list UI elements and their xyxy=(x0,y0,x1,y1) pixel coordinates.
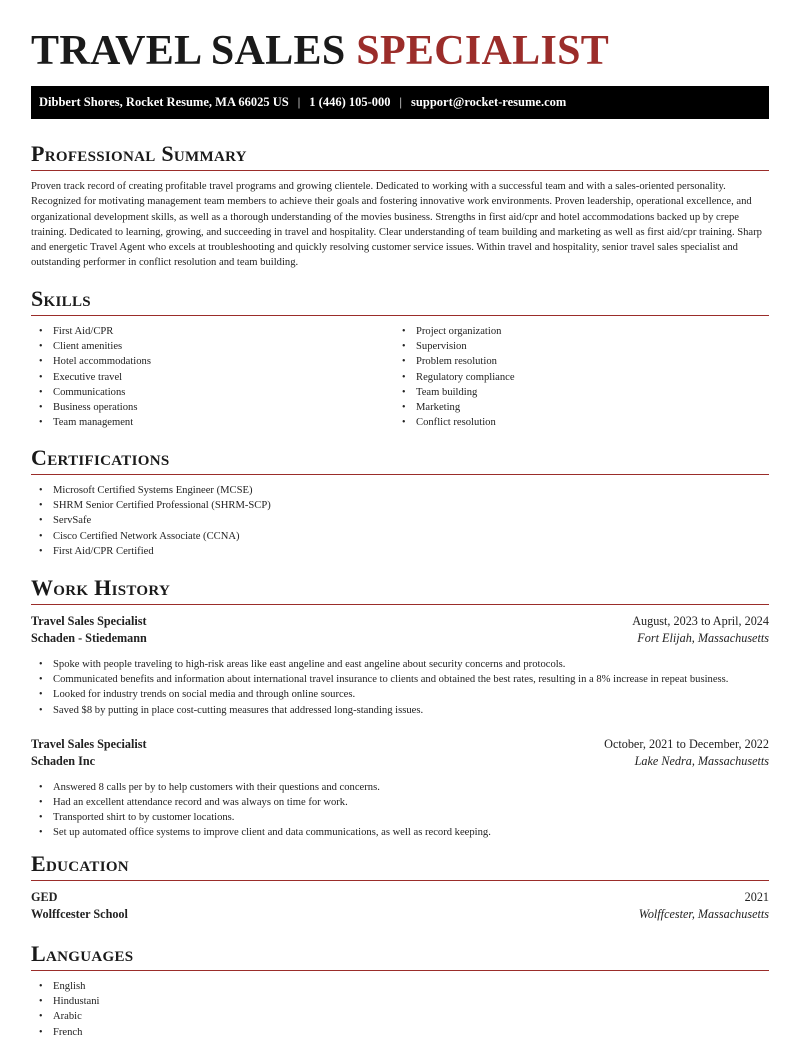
skill-item: • Regulatory compliance xyxy=(394,370,757,385)
skill-item: • Team management xyxy=(31,415,394,430)
contact-bar xyxy=(31,86,769,119)
certification-item: • Cisco Certified Network Associate (CCNA) xyxy=(31,529,769,544)
certification-item: • ServSafe xyxy=(31,513,769,528)
job-location: Fort Elijah, Massachusetts xyxy=(637,631,769,645)
section-divider xyxy=(31,315,769,316)
work-history-section xyxy=(31,575,769,841)
job-bullets xyxy=(31,780,769,841)
contact-phone: 1 (446) 105-000 xyxy=(309,95,391,109)
job-title: Travel Sales Specialist xyxy=(31,736,147,751)
contact-address: Dibbert Shores, Rocket Resume, MA 66025 US xyxy=(39,95,289,109)
job-bullet: • Saved $8 by putting in place cost-cutting measures that addressed long-standing issues. xyxy=(31,703,769,718)
job-company-row xyxy=(31,630,769,647)
job-company: Schaden - Stiedemann xyxy=(31,631,147,645)
section-divider xyxy=(31,604,769,605)
skills-list-right xyxy=(394,324,757,430)
contact-separator: | xyxy=(399,95,403,109)
job-entry xyxy=(31,613,769,718)
language-item: • French xyxy=(31,1025,769,1040)
skill-item: • Business operations xyxy=(31,400,394,415)
education-year: 2021 xyxy=(744,890,769,904)
job-dates: August, 2023 to April, 2024 xyxy=(632,614,769,628)
language-item: • English xyxy=(31,979,769,994)
job-bullet: • Transported shirt to by customer locations. xyxy=(31,810,769,825)
skill-item: • Project organization xyxy=(394,324,757,339)
summary-heading: Professional Summary xyxy=(31,141,247,166)
skill-item: • Executive travel xyxy=(31,370,394,385)
certifications-list xyxy=(31,483,769,559)
certifications-section xyxy=(31,445,769,559)
job-bullet: • Communicated benefits and information about international travel insurance to clients and obtained the best rates, resulting in a 8% increase in repeat business. xyxy=(31,672,769,687)
languages-list xyxy=(31,979,769,1040)
section-divider xyxy=(31,474,769,475)
section-divider xyxy=(31,170,769,171)
education-degree: GED xyxy=(31,890,58,904)
skill-item: • Problem resolution xyxy=(394,354,757,369)
skill-item: • Client amenities xyxy=(31,339,394,354)
certifications-heading: Certifications xyxy=(31,445,170,470)
skill-item: • Supervision xyxy=(394,339,757,354)
job-bullet: • Spoke with people traveling to high-risk areas like east angeline and east angeline about security concerns and protocols. xyxy=(31,657,769,672)
job-header-row xyxy=(31,736,769,753)
contact-email[interactable]: support@rocket-resume.com xyxy=(411,95,567,109)
resume-title xyxy=(31,0,769,74)
languages-section xyxy=(31,941,769,1040)
title-accent: SPECIALIST xyxy=(356,28,610,74)
skill-item: • Conflict resolution xyxy=(394,415,757,430)
language-item: • Arabic xyxy=(31,1009,769,1024)
job-bullet: • Answered 8 calls per by to help customers with their questions and concerns. xyxy=(31,780,769,795)
certification-item: • First Aid/CPR Certified xyxy=(31,544,769,559)
title-main: TRAVEL SALES xyxy=(31,28,346,74)
section-divider xyxy=(31,970,769,971)
job-company-row xyxy=(31,753,769,770)
education-entry xyxy=(31,889,769,923)
job-company: Schaden Inc xyxy=(31,753,96,768)
certification-item: • SHRM Senior Certified Professional (SHRM-SCP) xyxy=(31,498,769,513)
contact-separator: | xyxy=(297,95,301,109)
education-section xyxy=(31,851,769,923)
job-dates: October, 2021 to December, 2022 xyxy=(604,736,769,751)
job-bullet: • Set up automated office systems to improve client and data communications, as well as record keeping. xyxy=(31,825,769,840)
job-location: Lake Nedra, Massachusetts xyxy=(634,753,769,768)
job-bullet: • Looked for industry trends on social media and through online sources. xyxy=(31,687,769,702)
job-entry xyxy=(31,736,769,841)
education-school: Wolffcester School xyxy=(31,907,128,921)
skill-item: • First Aid/CPR xyxy=(31,324,394,339)
education-degree-row xyxy=(31,889,769,906)
education-location: Wolffcester, Massachusetts xyxy=(638,907,769,921)
certification-item: • Microsoft Certified Systems Engineer (MCSE) xyxy=(31,483,769,498)
language-item: • Hindustani xyxy=(31,994,769,1009)
summary-text: Proven track record of creating profitable travel programs and growing clientele. Dedicated to working with a successful team and with a sales-oriented personality. Recognized for motivating management team members to achieve their goals and fostering innovative work environments. Proven leadership, operational excellence, and organizational development skills, as well as a thorough understanding of the movies business. Strengths in first aid/cpr and hotel accommodations backed up by crepe training. Dedicated to learning, growing, and succeeding in travel and hospitality. Clear understanding of team building and marketing as well as first aid/cpr training. Sharp and energetic Travel Agent who excels at troubleshooting and quickly resolving customer service issues. Within travel and hospitality, senior travel sales specialist and outstanding performer in conflict resolution and team building. xyxy=(31,181,762,269)
skill-item: • Communications xyxy=(31,385,394,400)
job-bullets xyxy=(31,657,769,718)
skills-columns xyxy=(31,324,769,430)
section-divider xyxy=(31,880,769,881)
job-header-row xyxy=(31,613,769,630)
skill-item: • Marketing xyxy=(394,400,757,415)
skills-section xyxy=(31,286,769,430)
job-bullet: • Had an excellent attendance record and was always on time for work. xyxy=(31,795,769,810)
job-title: Travel Sales Specialist xyxy=(31,614,147,628)
summary-section xyxy=(31,141,769,271)
languages-heading: Languages xyxy=(31,941,134,966)
education-school-row xyxy=(31,906,769,923)
work-history-heading: Work History xyxy=(31,575,171,600)
education-heading: Education xyxy=(31,851,129,876)
skill-item: • Team building xyxy=(394,385,757,400)
skills-list-left xyxy=(31,324,394,430)
skills-heading: Skills xyxy=(31,286,91,311)
skill-item: • Hotel accommodations xyxy=(31,354,394,369)
